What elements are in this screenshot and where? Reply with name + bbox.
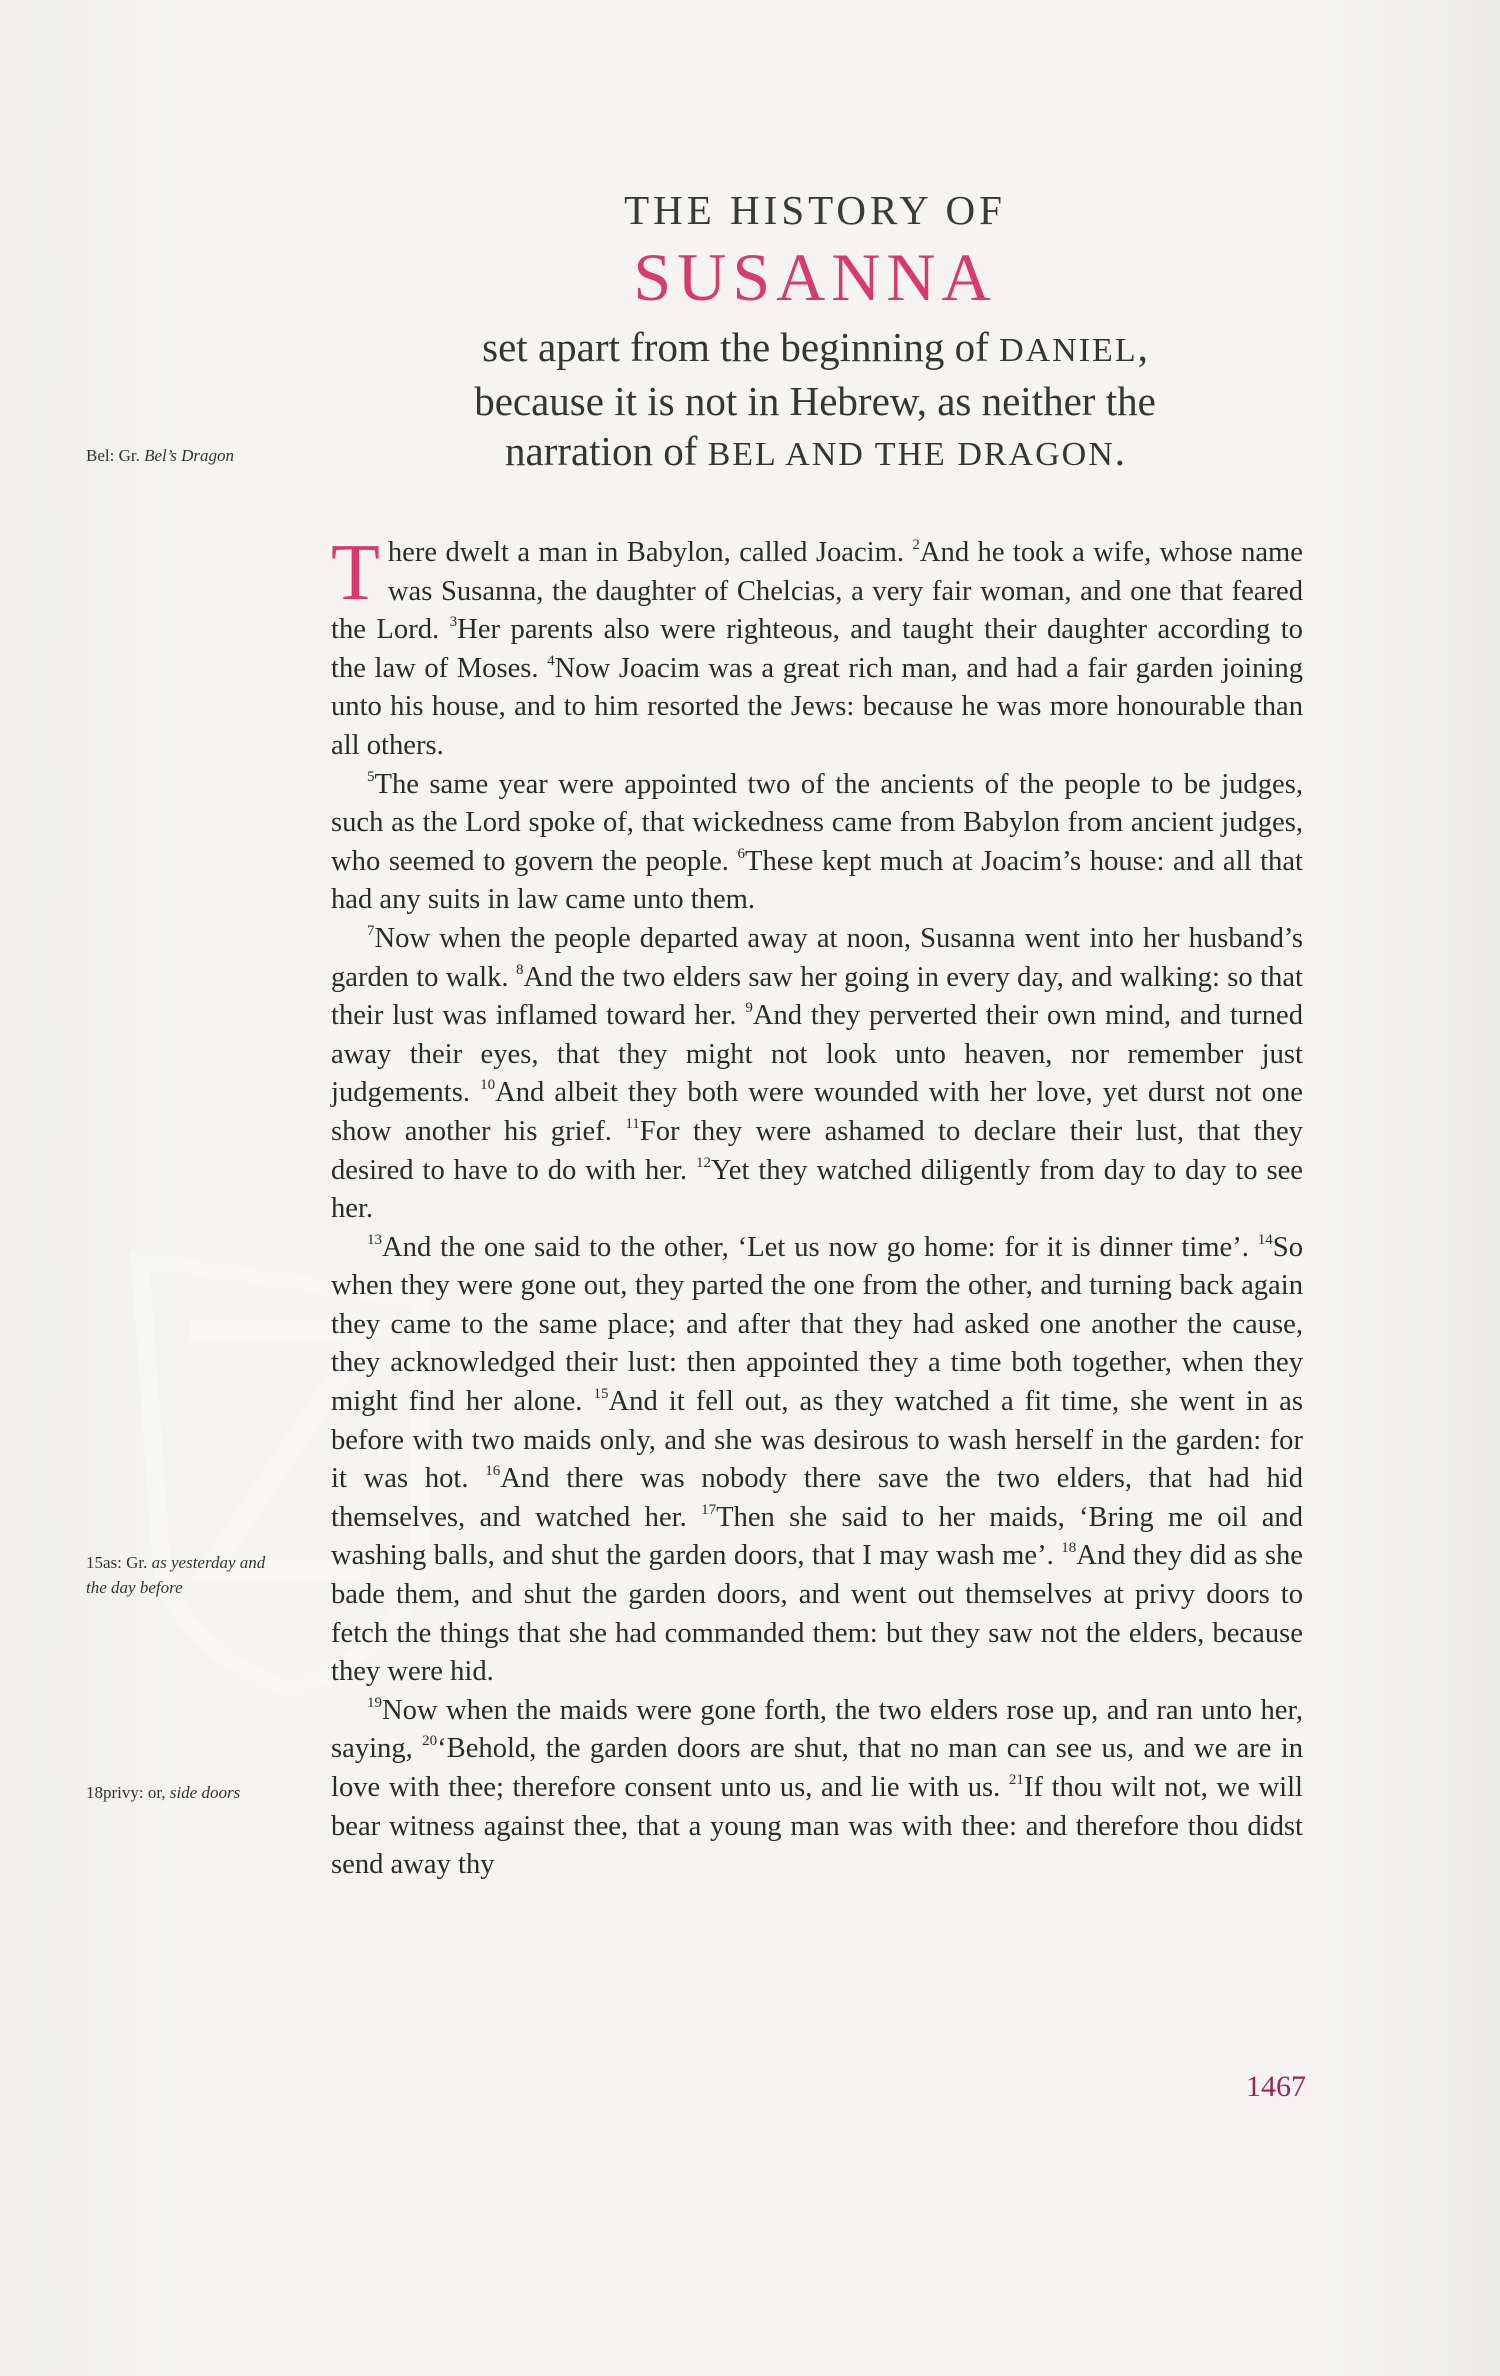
- verse-number: 6: [737, 845, 746, 862]
- verse-number: 18: [1061, 1540, 1077, 1557]
- verse-text: And there was nobody there save the two elders, that had hid themselves, and watched her.: [331, 1463, 1303, 1533]
- verse-text: And they perverted their own mind, and turned away their eyes, that they might not look unto heaven, nor remember just judgements.: [331, 1000, 1303, 1109]
- note-ref: 15as: Gr.: [86, 1553, 152, 1572]
- page-number: 1467: [1246, 2070, 1306, 2103]
- verse-text: Then she said to her maids, ‘Bring me oil and washing balls, and shut the garden doors, that I may wash me’.: [331, 1501, 1303, 1572]
- verse-number: 9: [745, 1000, 753, 1017]
- note-italic: as yesterday and the day before: [86, 1553, 266, 1597]
- verse-text: ‘Behold, the garden doors are shut, that no man can see us, and we are in love with thee; therefore consent unto us, and lie with us.: [331, 1733, 1304, 1803]
- verse-text: And albeit they both were wounded with her love, yet durst not one show another his grief.: [331, 1077, 1304, 1147]
- margin-note-15: [86, 1550, 286, 1600]
- verse-number: 21: [1008, 1772, 1024, 1788]
- verse-number: 4: [547, 652, 555, 669]
- verse-text: Now when the people departed away at noon, Susanna went into her husband’s garden to walk.: [331, 922, 1303, 993]
- verse-number: 10: [480, 1077, 496, 1094]
- note-italic: side doors: [169, 1783, 241, 1802]
- paragraph-5: [331, 1692, 1303, 1885]
- paragraph-3: [331, 920, 1303, 1229]
- verse-text: These kept much at Joacim’s house: and all that had any suits in law came unto them.: [331, 845, 1303, 916]
- body-text: [331, 529, 1304, 1885]
- verse-text: Now Joacim was a great rich man, and had a fair garden joining unto his house, and to him resorted the Jews: because he was more honourable than all others.: [331, 652, 1304, 761]
- page-title: SUSANNA: [633, 239, 997, 315]
- margin-note-18: [86, 1780, 286, 1805]
- subtitle-bel: BEL AND THE DRAGON: [707, 436, 1115, 473]
- verse-number: 3: [449, 614, 458, 631]
- verse-number: 13: [367, 1231, 382, 1248]
- subtitle-text: because it is not in Hebrew, as neither the: [474, 378, 1156, 424]
- verse-text: And it fell out, as they watched a fit time, she went in as before with two maids only, and she was desirous to wash herself in the garden: for it was hot.: [331, 1386, 1303, 1495]
- subtitle-daniel: DANIEL: [999, 332, 1138, 369]
- verse-text: And the two elders saw her going in every day, and walking: so that their lust was inflamed toward her.: [331, 961, 1303, 1032]
- verse-number: 11: [625, 1115, 640, 1132]
- heading-subtitle: [300, 322, 1330, 480]
- subtitle-text: narration of: [504, 428, 708, 474]
- verse-number: 7: [367, 922, 375, 939]
- verse-text: And they did as she bade them, and shut the garden doors, and went out themselves at privy doors to fetch the things that she had commanded them: but they saw not the elders, because they were hid.: [331, 1540, 1303, 1688]
- verse-text: So when they were gone out, they parted the one from the other, and turning back again they came to the same place; and after that they had asked one another the cause, they acknowledged their lust: then appointed they a time both together, when they might find her alone.: [331, 1231, 1303, 1418]
- verse-text: And the one said to the other, ‘Let us now go home: for it is dinner time’.: [382, 1231, 1258, 1263]
- verse-text: The same year were appointed two of the ancients of the people to be judges, such as the Lord spoke of, that wickedness came from Babylon from ancient judges, who seemed to govern the people.: [331, 768, 1303, 877]
- note-italic: Bel’s Dragon: [144, 446, 234, 465]
- subtitle-comma: ,: [1137, 324, 1148, 370]
- heading-line1: THE HISTORY OF: [624, 187, 1006, 233]
- verse-number: 15: [593, 1386, 609, 1403]
- verse-text: For they were ashamed to declare their lust, that they desired to have to do with her.: [331, 1115, 1303, 1186]
- paragraph-4: [331, 1229, 1303, 1692]
- paragraph-1: [331, 529, 1304, 766]
- verse-text: Her parents also were righteous, and taught their daughter according to the law of Moses.: [331, 614, 1303, 684]
- subtitle-text: set apart from the beginning of: [482, 324, 1000, 370]
- verse-number: 20: [422, 1733, 438, 1750]
- verse-number: 5: [367, 768, 375, 785]
- verse-number: 17: [701, 1501, 717, 1518]
- note-ref: Bel: Gr.: [86, 446, 145, 465]
- verse-number: 12: [696, 1154, 712, 1171]
- verse-text: And he took a wife, whose name was Susanna, the daughter of Chelcias, a very fair woman, and one that feared the Lord.: [331, 537, 1303, 646]
- verse-text: here dwelt a man in Babylon, called Joacim.: [387, 537, 913, 568]
- margin-note-bel: [86, 443, 286, 468]
- verse-number: 8: [515, 961, 524, 978]
- note-ref: 18privy: or,: [86, 1783, 170, 1802]
- drop-cap: T: [331, 529, 380, 617]
- verse-text: If thou wilt not, we will bear witness against thee, that a young man was with thee: and therefore thou didst send away thy: [331, 1772, 1303, 1881]
- verse-number: 2: [912, 537, 920, 553]
- verse-text: Yet they watched diligently from day to day to see her.: [331, 1154, 1303, 1225]
- verse-number: 19: [367, 1694, 382, 1711]
- verse-number: 14: [1257, 1231, 1273, 1248]
- paragraph-2: [331, 766, 1303, 920]
- verse-text: Now when the maids were gone forth, the two elders rose up, and ran unto her, saying,: [331, 1694, 1303, 1765]
- verse-number: 16: [485, 1463, 501, 1480]
- subtitle-period: .: [1114, 428, 1126, 474]
